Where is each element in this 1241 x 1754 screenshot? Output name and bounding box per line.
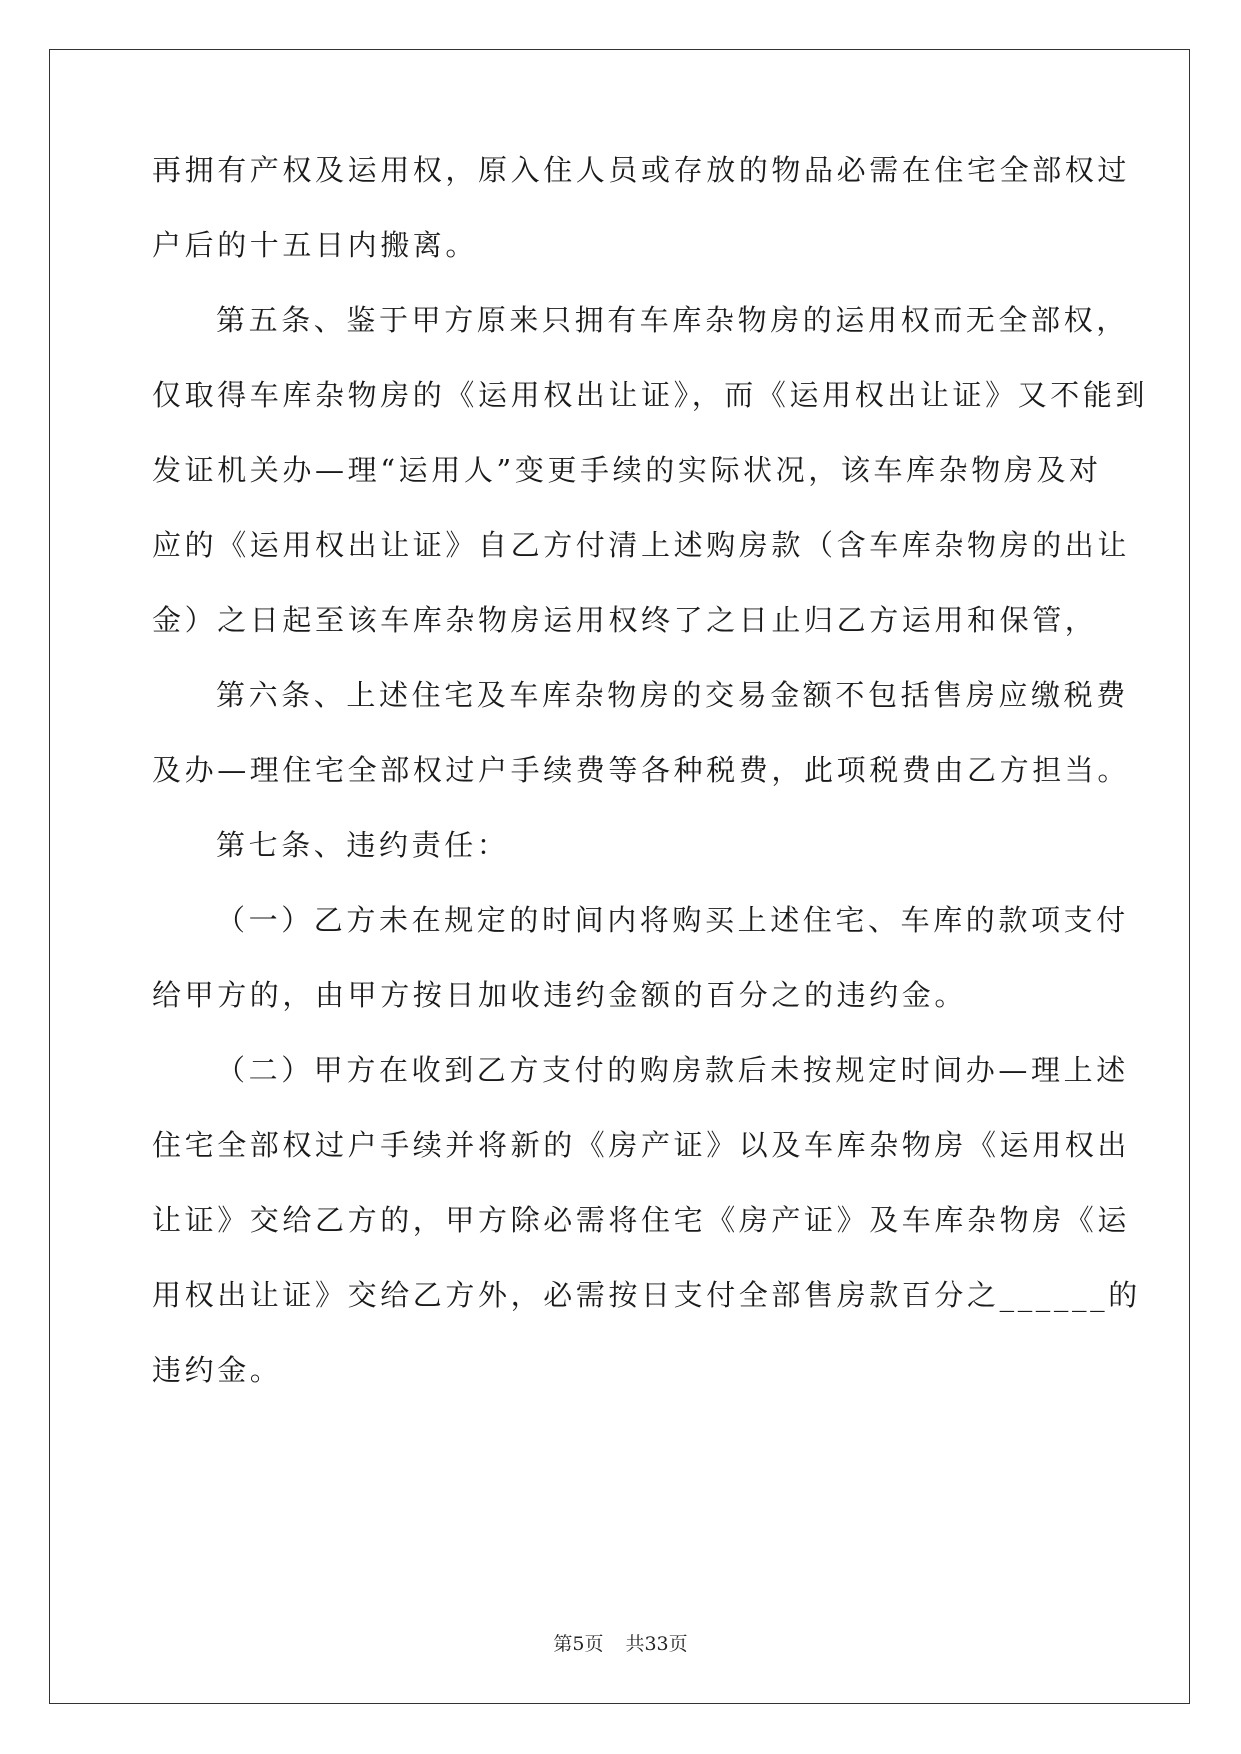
text-line: 违约金。 — [152, 1353, 283, 1387]
text-line: 应的《运用权出让证》自乙方付清上述购房款（含车库杂物房的出让 — [152, 528, 1131, 562]
text-line: 金）之日起至该车库杂物房运用权终了之日止归乙方运用和保管， — [152, 603, 1098, 637]
text-line: 让证》交给乙方的，甲方除必需将住宅《房产证》及车库杂物房《运 — [152, 1203, 1131, 1237]
text-line: 户后的十五日内搬离。 — [152, 228, 479, 262]
text-line: 第七条、违约责任： — [216, 828, 510, 862]
text-line: 发证机关办—理“运用人”变更手续的实际状况，该车库杂物房及对 — [152, 453, 1102, 487]
text-line: （二）甲方在收到乙方支付的购房款后未按规定时间办—理上述 — [216, 1053, 1129, 1087]
text-line: 第五条、鉴于甲方原来只拥有车库杂物房的运用权而无全部权， — [216, 303, 1129, 337]
text-line: 住宅全部权过户手续并将新的《房产证》以及车库杂物房《运用权出 — [152, 1128, 1131, 1162]
page-total: 共33页 — [625, 1633, 688, 1655]
page-border — [49, 49, 1190, 1704]
text-line: （一）乙方未在规定的时间内将购买上述住宅、车库的款项支付 — [216, 903, 1129, 937]
text-line: 用权出让证》交给乙方外，必需按日支付全部售房款百分之______的 — [152, 1278, 1141, 1312]
text-line: 给甲方的，由甲方按日加收违约金额的百分之的违约金。 — [152, 978, 968, 1012]
page-number: 第5页 — [553, 1633, 604, 1655]
text-line: 第六条、上述住宅及车库杂物房的交易金额不包括售房应缴税费 — [216, 678, 1129, 712]
text-line: 仅取得车库杂物房的《运用权出让证》，而《运用权出让证》又不能到 — [152, 378, 1149, 412]
text-line: 再拥有产权及运用权，原入住人员或存放的物品必需在住宅全部权过 — [152, 153, 1131, 187]
page-footer — [0, 1632, 1241, 1656]
text-line: 及办—理住宅全部权过户手续费等各种税费，此项税费由乙方担当。 — [152, 753, 1131, 787]
